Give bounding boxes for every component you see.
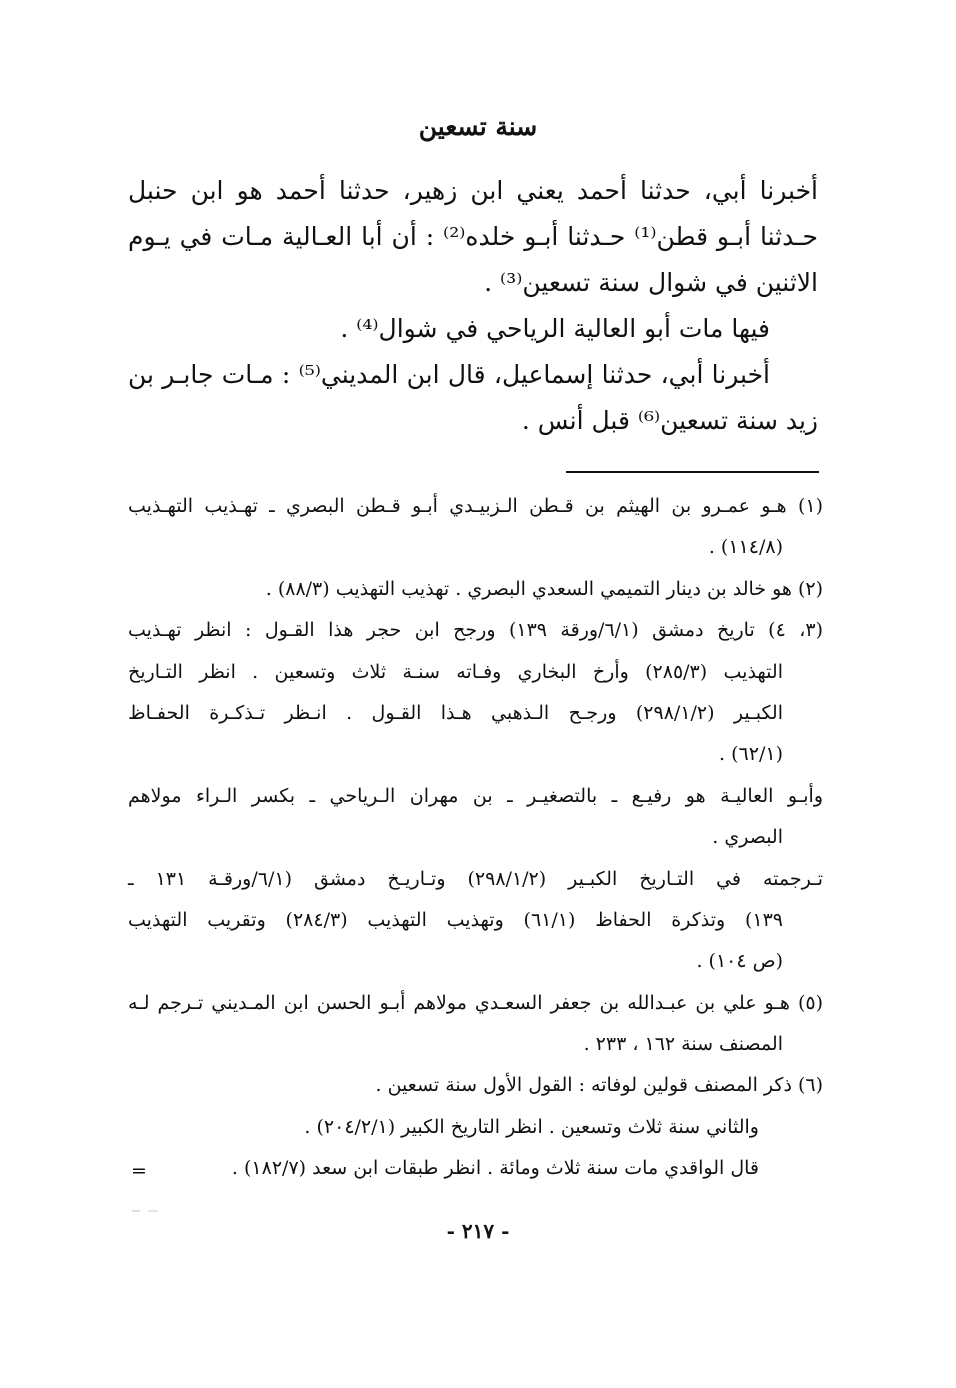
footnote-line: (٥) هـو علي بن عبـدالله بن جعفر السعـدي مولاهم أبـو الحسن ابن المـديني تـرجم لـه — [128, 991, 823, 1014]
footnote-line: (٦) ذكر المصنف قولين لوفاته : القول الأول سنة تسعين . — [375, 1074, 823, 1097]
footnote-line: (٦٢/١) . — [719, 743, 783, 766]
footnote-line: التهذيب (٢٨٥/٣) وأرخ البخاري وفـاته سنـة ثلاث وتسعين . انظر التـاريخ — [128, 660, 783, 683]
main-line: أخبرنا أبي، حدثنا أحمد يعني ابن زهير، حدثنا أحمد هو ابن حنبل — [128, 176, 818, 205]
footnote-line: الكبـير (٢٩٨/١/٢) ورجـح الـذهبي هـذا القـول . انـظر تـذكـرة الحفـاظ — [128, 701, 783, 724]
continuation-mark: = — [131, 1160, 147, 1182]
main-line: زيد سنة تسعين⁽⁶⁾ قبل أنس . — [521, 406, 818, 435]
footnote-line: ١٣٩) وتذكرة الحفاظ (٦١/١) وتهذيب التهذيب (٢٨٤/٣) وتقريب التهذيب — [128, 908, 784, 931]
footnote-separator — [566, 471, 819, 473]
footnote-line: (ص ١٠٤) . — [696, 950, 783, 973]
main-text — [128, 168, 818, 444]
main-line: فيها مات أبو العالية الرياحي في شوال⁽⁴⁾ . — [340, 314, 770, 343]
section-title: سنة تسعين — [418, 112, 538, 141]
footnote-line: المصنف سنة ١٦٢ ، ٢٣٣ . — [583, 1033, 783, 1056]
footnote-line: (١) هـو عمـرو بن الهيثم بن قـطن الـزبيـدي أبـو قـطن البصري ـ تهـذيب التهـذيب — [128, 495, 823, 517]
main-line: الاثنين في شوال سنة تسعين⁽³⁾ . — [484, 268, 818, 297]
page-number: - ٢١٧ - — [446, 1219, 510, 1243]
scan-specks — [132, 1208, 162, 1214]
footnote-line: البصري . — [712, 826, 783, 849]
main-line: أخبرنا أبي، حدثنا إسماعيل، قال ابن المديني⁽⁵⁾ : مـات جابـر بن — [128, 360, 770, 389]
main-line: حـدثنا أبـو قطن⁽¹⁾ حـدثنا أبـو خلده⁽²⁾ : أن أبا العـالية مـات في يـوم — [128, 222, 818, 251]
footnote-line: وأبـو العاليـة هو رفيـع ـ بالتصغيـر ـ بن مهران الـرياحي ـ بكسر الـراء مولاهم — [128, 784, 823, 807]
footnote-line: (٢) هو خالد بن دينار التميمي السعدي البصري . تهذيب التهذيب (٨٨/٣) . — [265, 577, 823, 600]
footnote-line: تـرجمته في التـاريخ الكبـير (٢٩٨/١/٢) وتـاريـخ دمشق (٦/١/ورقـة ١٣١ ـ — [128, 867, 823, 890]
footnote-line: قال الواقدي مات سنة ثلاث ومائة . انظر طبقات ابن سعد (١٨٢/٧) . — [231, 1157, 759, 1180]
footnotes — [128, 486, 823, 1190]
footnote-line: والثاني سنة ثلاث وتسعين . انظر التاريخ الكبير (٢٠٤/٢/١) . — [304, 1115, 759, 1138]
footnote-line: (١١٤/٨) . — [708, 536, 783, 559]
footnote-line: (٣، ٤) تاريخ دمشق (٦/١/ورقة ١٣٩) ورجح ابن حجر هذا القـول : انظر تهـذيب — [128, 619, 824, 642]
